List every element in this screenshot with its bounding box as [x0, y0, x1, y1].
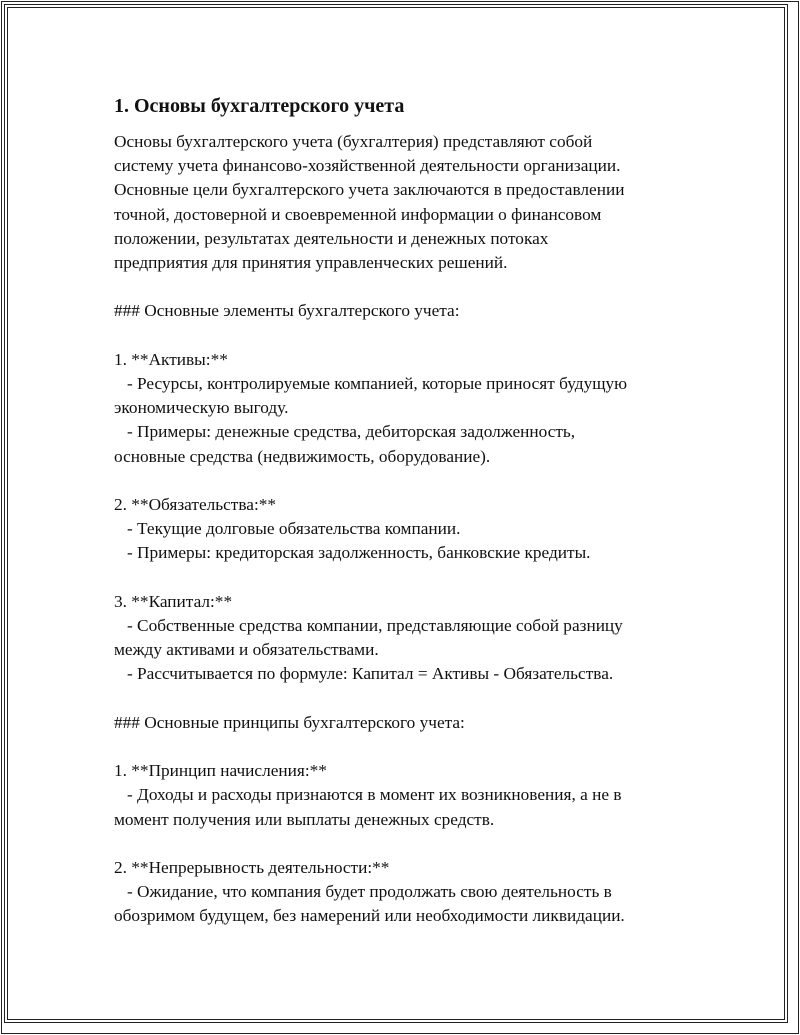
blank-line	[114, 832, 694, 856]
section-heading-principles: ### Основные принципы бухгалтерского учета:	[114, 712, 465, 732]
list-item-liabilities-line: - Текущие долговые обязательства компании.	[114, 519, 461, 539]
list-item-liabilities-line: - Примеры: кредиторская задолженность, банковские кредиты.	[114, 543, 591, 563]
list-item-going-concern-line: обозримом будущем, без намерений или необходимости ликвидации.	[114, 906, 625, 926]
list-item-accrual-title: 1. **Принцип начисления:**	[114, 761, 327, 781]
intro-line-5: положении, результатах деятельности и денежных потоках	[114, 228, 549, 248]
blank-line	[114, 687, 694, 711]
list-item-going-concern-line: - Ожидание, что компания будет продолжать свою деятельность в	[114, 882, 612, 902]
document-content	[114, 91, 694, 929]
list-item-assets-title: 1. **Активы:**	[114, 349, 228, 369]
list-item-liabilities-title: 2. **Обязательства:**	[114, 495, 277, 514]
list-item-capital-line: между активами и обязательствами.	[114, 640, 379, 660]
intro-line-1: Основы бухгалтерского учета (бухгалтерия) представляют собой	[114, 132, 593, 151]
list-item-capital-title: 3. **Капитал:**	[114, 591, 233, 611]
list-item-assets-line: экономическую выгоду.	[114, 398, 289, 418]
blank-line	[114, 566, 694, 590]
list-item-assets-line: - Примеры: денежные средства, дебиторская задолженность,	[114, 422, 576, 442]
intro-line-3: Основные цели бухгалтерского учета заключаются в предоставлении	[114, 180, 625, 200]
blank-line	[114, 469, 694, 493]
document-title: 1. Основы бухгалтерского учета	[114, 95, 405, 117]
list-item-capital-line: - Собственные средства компании, представляющие собой разницу	[114, 616, 623, 635]
list-item-assets-line: - Ресурсы, контролируемые компанией, которые приносят будущую	[114, 374, 628, 393]
intro-line-4: точной, достоверной и своевременной информации о финансовом	[114, 204, 602, 224]
list-item-capital-line: - Рассчитывается по формуле: Капитал = Активы - Обязательства.	[114, 664, 614, 684]
list-item-accrual-line: момент получения или выплаты денежных средств.	[114, 809, 495, 829]
list-item-accrual-line: - Доходы и расходы признаются в момент их возникновения, а не в	[114, 785, 622, 805]
blank-line	[114, 324, 694, 348]
intro-line-2: систему учета финансово-хозяйственной деятельности организации.	[114, 156, 621, 176]
list-item-assets-line: основные средства (недвижимость, оборудование).	[114, 446, 491, 466]
section-heading-elements: ### Основные элементы бухгалтерского учета:	[114, 301, 460, 321]
blank-line	[114, 275, 694, 299]
list-item-going-concern-title: 2. **Непрерывность деятельности:**	[114, 857, 390, 877]
blank-line	[114, 735, 694, 759]
intro-line-6: предприятия для принятия управленческих решений.	[114, 253, 508, 273]
